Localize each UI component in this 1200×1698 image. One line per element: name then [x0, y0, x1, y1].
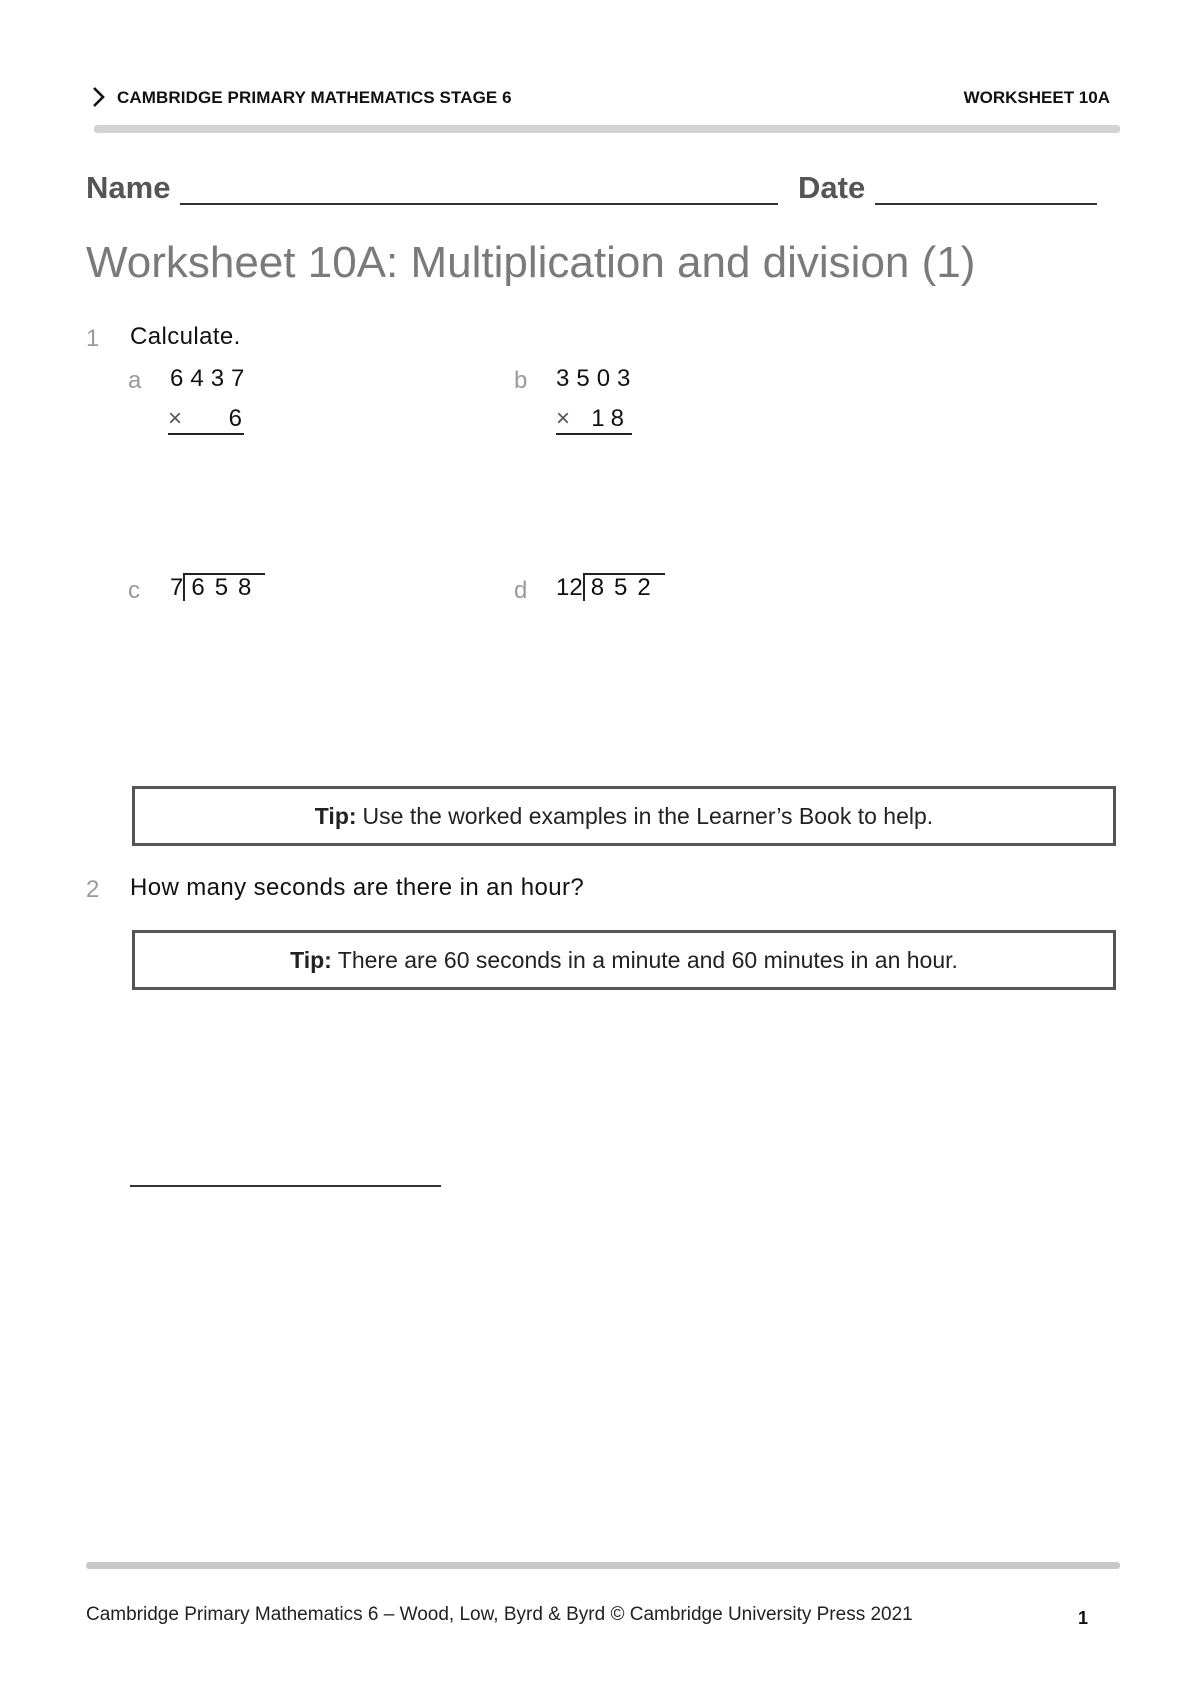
header-divider	[94, 125, 1120, 133]
part-label: d	[514, 577, 528, 604]
question-text: How many seconds are there in an hour?	[130, 874, 585, 901]
footer-divider	[86, 1562, 1120, 1569]
long-division	[170, 573, 265, 602]
multiplicand: 6437	[170, 365, 252, 392]
answer-line[interactable]	[130, 1185, 441, 1187]
footer-citation: Cambridge Primary Mathematics 6 – Wood, Low, Byrd & Byrd © Cambridge University Press 2021	[86, 1604, 913, 1625]
date-field[interactable]	[875, 203, 1097, 205]
multiplicand: 3503	[556, 365, 638, 392]
multiplier: 18	[591, 405, 630, 432]
part-label: c	[128, 577, 140, 604]
tip-box	[132, 930, 1116, 990]
page-number: 1	[1077, 1608, 1088, 1628]
tip-label: Tip:	[290, 946, 332, 973]
multiplier-row	[168, 405, 244, 435]
times-symbol: ×	[168, 405, 183, 432]
worksheet-id: WORKSHEET 10A	[963, 88, 1110, 107]
name-label: Name	[86, 170, 171, 205]
question-number: 1	[86, 325, 100, 352]
times-symbol: ×	[556, 405, 571, 432]
divisor: 12	[556, 574, 583, 601]
page-title: Worksheet 10A: Multiplication and division (1)	[86, 238, 976, 287]
tip-text: There are 60 seconds in a minute and 60 minutes in an hour.	[337, 946, 958, 973]
multiplier-row	[556, 405, 632, 435]
question-number: 2	[86, 876, 100, 903]
tip-text: Use the worked examples in the Learner’s Book to help.	[362, 802, 934, 829]
divisor: 7	[170, 574, 184, 601]
part-label: b	[514, 367, 528, 394]
name-field[interactable]	[180, 203, 778, 205]
tip-box	[132, 786, 1116, 846]
multiplier: 6	[228, 405, 242, 432]
dividend: 852	[583, 573, 665, 601]
tip-label: Tip:	[314, 802, 357, 829]
question-text: Calculate.	[130, 323, 241, 350]
long-division	[556, 573, 665, 602]
date-label: Date	[798, 170, 866, 205]
series-title: CAMBRIDGE PRIMARY MATHEMATICS STAGE 6	[117, 88, 512, 107]
chevron-right-icon	[90, 86, 108, 108]
dividend: 658	[183, 573, 265, 601]
part-label: a	[128, 367, 142, 394]
